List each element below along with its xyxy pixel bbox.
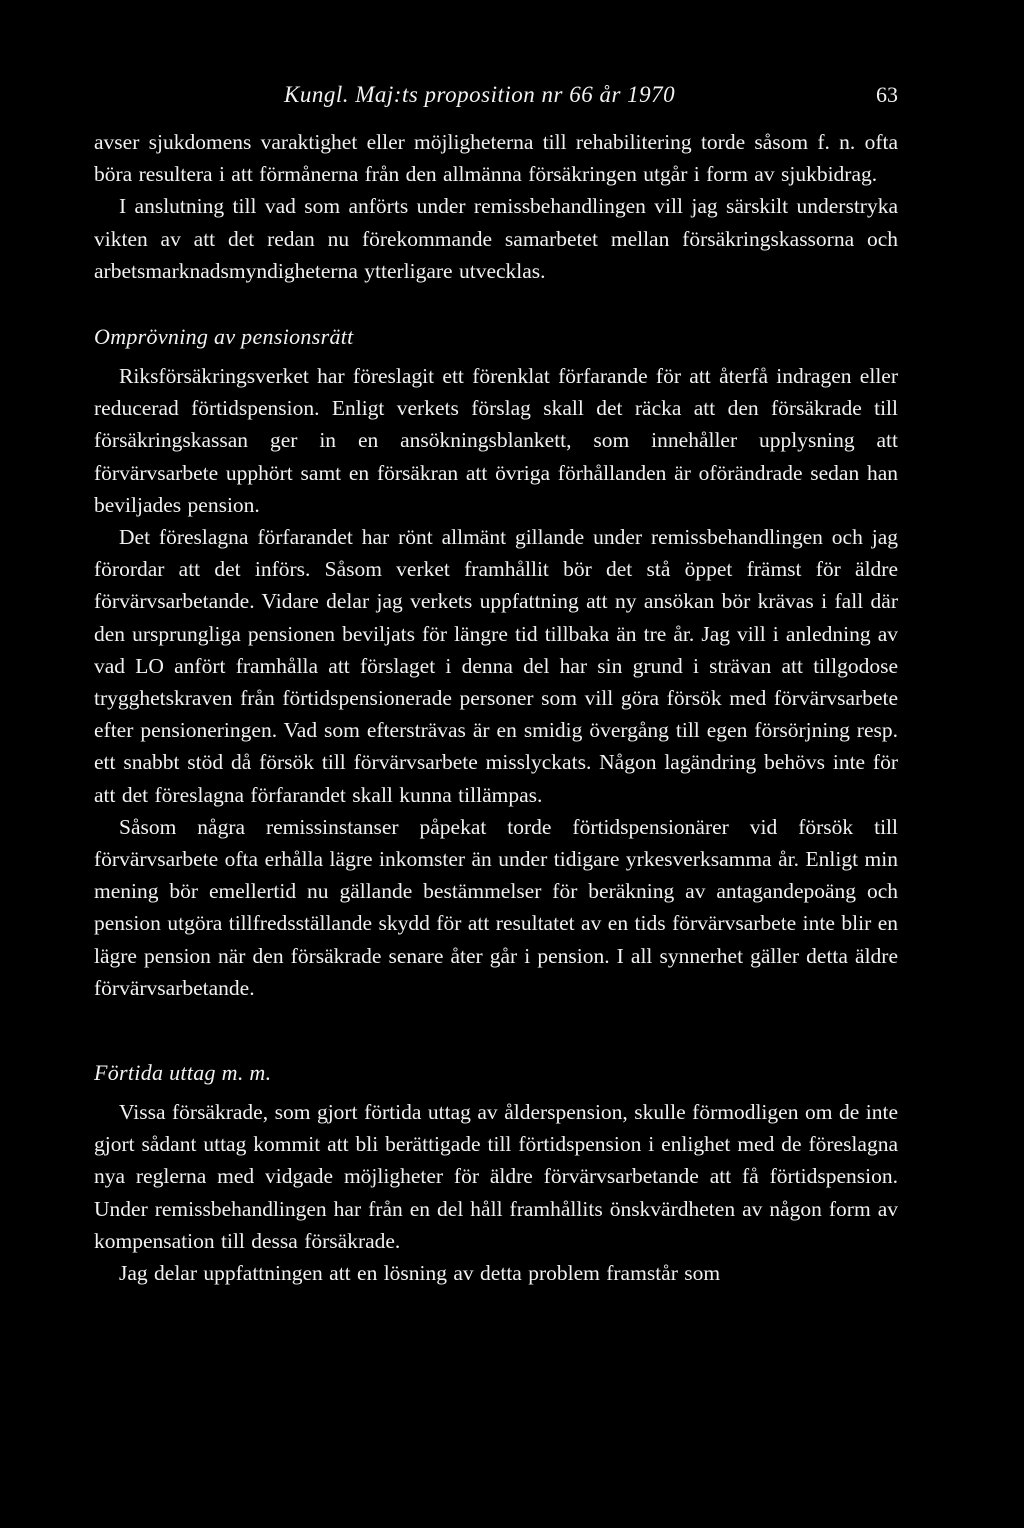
page-number: 63 <box>876 82 898 107</box>
heading-spacer <box>94 352 898 360</box>
paragraph: Jag delar uppfattningen att en lösning av detta problem framstår som <box>119 1261 721 1286</box>
heading-spacer <box>94 1088 898 1096</box>
paragraph: Det föreslagna förfarandet har rönt allmänt gillande under remissbehandlingen och jag förordar att det införs. Såsom verket framhållit bör det stå öppet främst för äldre förvärvsarbetande. Vidare delar jag verkets uppfattning att ny ansökan bör krävas i fall där den ursprungliga pensionen beviljats för längre tid tillbaka än tre år. Jag vill i anledning av vad LO anfört framhålla att förslaget i denna del har sin grund i strävan att tillgodose trygghetskraven från förtidspensionerade personer som vill göra försök med förvärvsarbete efter pensioneringen. Vad som eftersträvas är en smidig övergång till egen försörjning resp. ett snabbt stöd då försök till förvärvsarbete misslyckats. Någon lagändring behövs inte för att det föreslagna förfarandet skall kunna tillämpas. <box>94 525 898 807</box>
paragraph: avser sjukdomens varaktighet eller möjligheterna till rehabilitering torde såsom f. n. ofta böra resultera i att förmånerna från den allmänna försäkringen utgår i form av sjukbidrag. <box>94 130 898 187</box>
section-spacer <box>94 1004 898 1058</box>
section-heading: Förtida uttag m. m. <box>94 1060 272 1086</box>
document-page <box>94 82 898 1289</box>
section-spacer <box>94 287 898 322</box>
paragraph: Vissa försäkrade, som gjort förtida uttag av ålderspension, skulle förmodligen om de inte gjort sådant uttag kommit att bli berättigade till förtidspension i enlighet med de föreslagna nya reglerna med vidgade möjligheter för äldre förvärvsarbetande att få förtidspension. Under remissbehandlingen har från en del håll framhållits önskvärdheten av någon form av kompensation till dessa försäkrade. <box>94 1100 898 1253</box>
paragraph: I anslutning till vad som anförts under remissbehandlingen vill jag särskilt understryka vikten av att det redan nu förekommande samarbetet mellan försäkringskassorna och arbetsmarknadsmyndigheterna ytterligare utvecklas. <box>94 194 898 283</box>
running-title: Kungl. Maj:ts proposition nr 66 år 1970 <box>284 82 676 107</box>
running-header <box>94 82 898 112</box>
paragraph: Såsom några remissinstanser påpekat torde förtidspensionärer vid försök till förvärvsarbete ofta erhålla lägre inkomster än under tidigare yrkesverksamma år. Enligt min mening bör emellertid nu gällande bestämmelser för beräkning av antagandepoäng och pension utgöra tillfredsställande skydd för att resultatet av en tids förvärvsarbete inte blir en lägre pension när den försäkrade senare åter går i pension. I all synnerhet gäller detta äldre förvärvsarbetande. <box>94 814 898 1000</box>
section-heading: Omprövning av pensionsrätt <box>94 324 354 350</box>
paragraph: Riksförsäkringsverket har föreslagit ett förenklat förfarande för att återfå indragen eller reducerad förtidspension. Enligt verkets förslag skall det räcka att den försäkrade till försäkringskassan ger in en ansökningsblankett, som innehåller upplysning att förvärvsarbete upphört samt en försäkran att övriga förhållanden är oförändrade sedan han beviljades pension. <box>94 364 898 517</box>
